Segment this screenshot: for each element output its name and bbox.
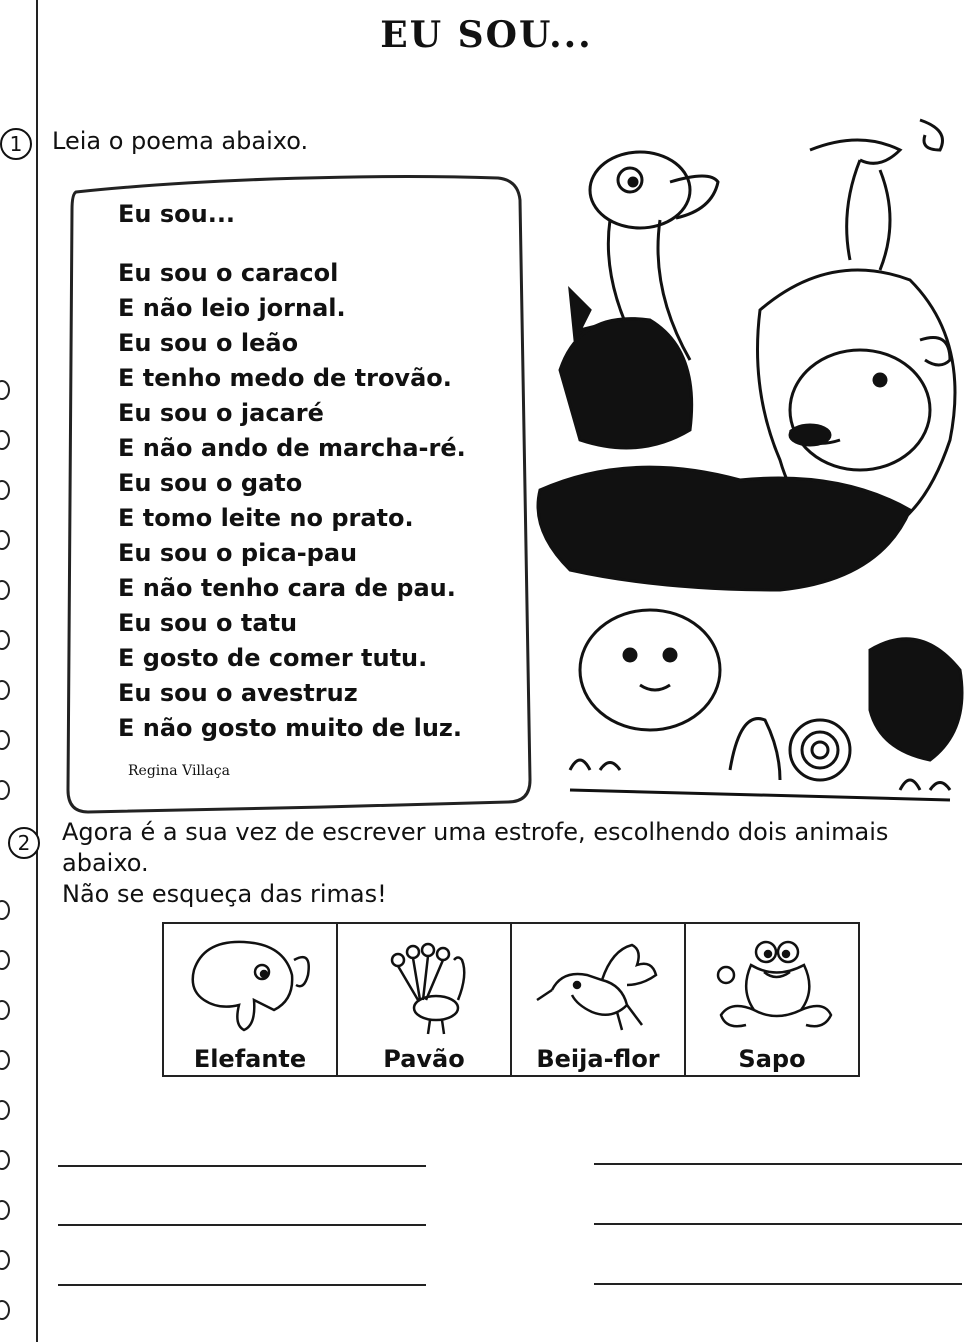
poem-title: Eu sou... bbox=[118, 200, 236, 228]
poem-line: Eu sou o avestruz bbox=[118, 679, 358, 707]
animal-name: Beija-flor bbox=[536, 1045, 660, 1073]
animal-name: Elefante bbox=[193, 1045, 307, 1073]
question-number-1: 1 bbox=[0, 128, 32, 160]
question-2-instruction bbox=[62, 817, 962, 910]
writing-line[interactable] bbox=[594, 1283, 962, 1285]
animal-option-hummingbird bbox=[512, 924, 686, 1075]
poem-line: E não tenho cara de pau. bbox=[118, 574, 456, 602]
margin-line bbox=[36, 0, 38, 1342]
page-title: EU SOU... bbox=[380, 14, 593, 56]
binder-holes bbox=[0, 0, 12, 1342]
poem-line: E não leio jornal. bbox=[118, 294, 346, 322]
poem-line: E não ando de marcha-ré. bbox=[118, 434, 466, 462]
poem-line: Eu sou o pica-pau bbox=[118, 539, 358, 567]
question-2-instruction-line: Não se esqueça das rimas! bbox=[62, 880, 387, 908]
writing-line[interactable] bbox=[594, 1163, 962, 1165]
question-2-instruction-line: Agora é a sua vez de escrever uma estrofe, escolhendo dois animais bbox=[62, 818, 889, 846]
elephant-icon bbox=[184, 930, 318, 1038]
question-2-instruction-line: abaixo. bbox=[62, 849, 149, 877]
writing-line[interactable] bbox=[58, 1224, 426, 1226]
question-number-2: 2 bbox=[8, 827, 40, 859]
animal-name: Pavão bbox=[383, 1045, 465, 1073]
question-1-instruction: Leia o poema abaixo. bbox=[52, 127, 309, 155]
hummingbird-icon bbox=[532, 930, 666, 1038]
writing-line[interactable] bbox=[594, 1223, 962, 1225]
animal-name: Sapo bbox=[738, 1045, 806, 1073]
poem-line: Eu sou o jacaré bbox=[118, 399, 324, 427]
animal-option-elephant bbox=[164, 924, 338, 1075]
poem-line: E tenho medo de trovão. bbox=[118, 364, 452, 392]
writing-line[interactable] bbox=[58, 1165, 426, 1167]
animals-illustration bbox=[480, 110, 973, 820]
poem-line: Eu sou o tatu bbox=[118, 609, 298, 637]
poem-line: E tomo leite no prato. bbox=[118, 504, 414, 532]
frog-icon bbox=[706, 930, 840, 1038]
poem-line: Eu sou o gato bbox=[118, 469, 303, 497]
animal-option-frog bbox=[686, 924, 858, 1075]
poem-line: Eu sou o leão bbox=[118, 329, 299, 357]
poem-author: Regina Villaça bbox=[128, 763, 230, 779]
poem-line: E gosto de comer tutu. bbox=[118, 644, 428, 672]
poem-line: Eu sou o caracol bbox=[118, 259, 339, 287]
animal-options-table bbox=[162, 922, 860, 1077]
peacock-icon bbox=[358, 930, 492, 1038]
writing-line[interactable] bbox=[58, 1284, 426, 1286]
poem-line: E não gosto muito de luz. bbox=[118, 714, 462, 742]
poem-body bbox=[118, 256, 466, 746]
animal-option-peacock bbox=[338, 924, 512, 1075]
